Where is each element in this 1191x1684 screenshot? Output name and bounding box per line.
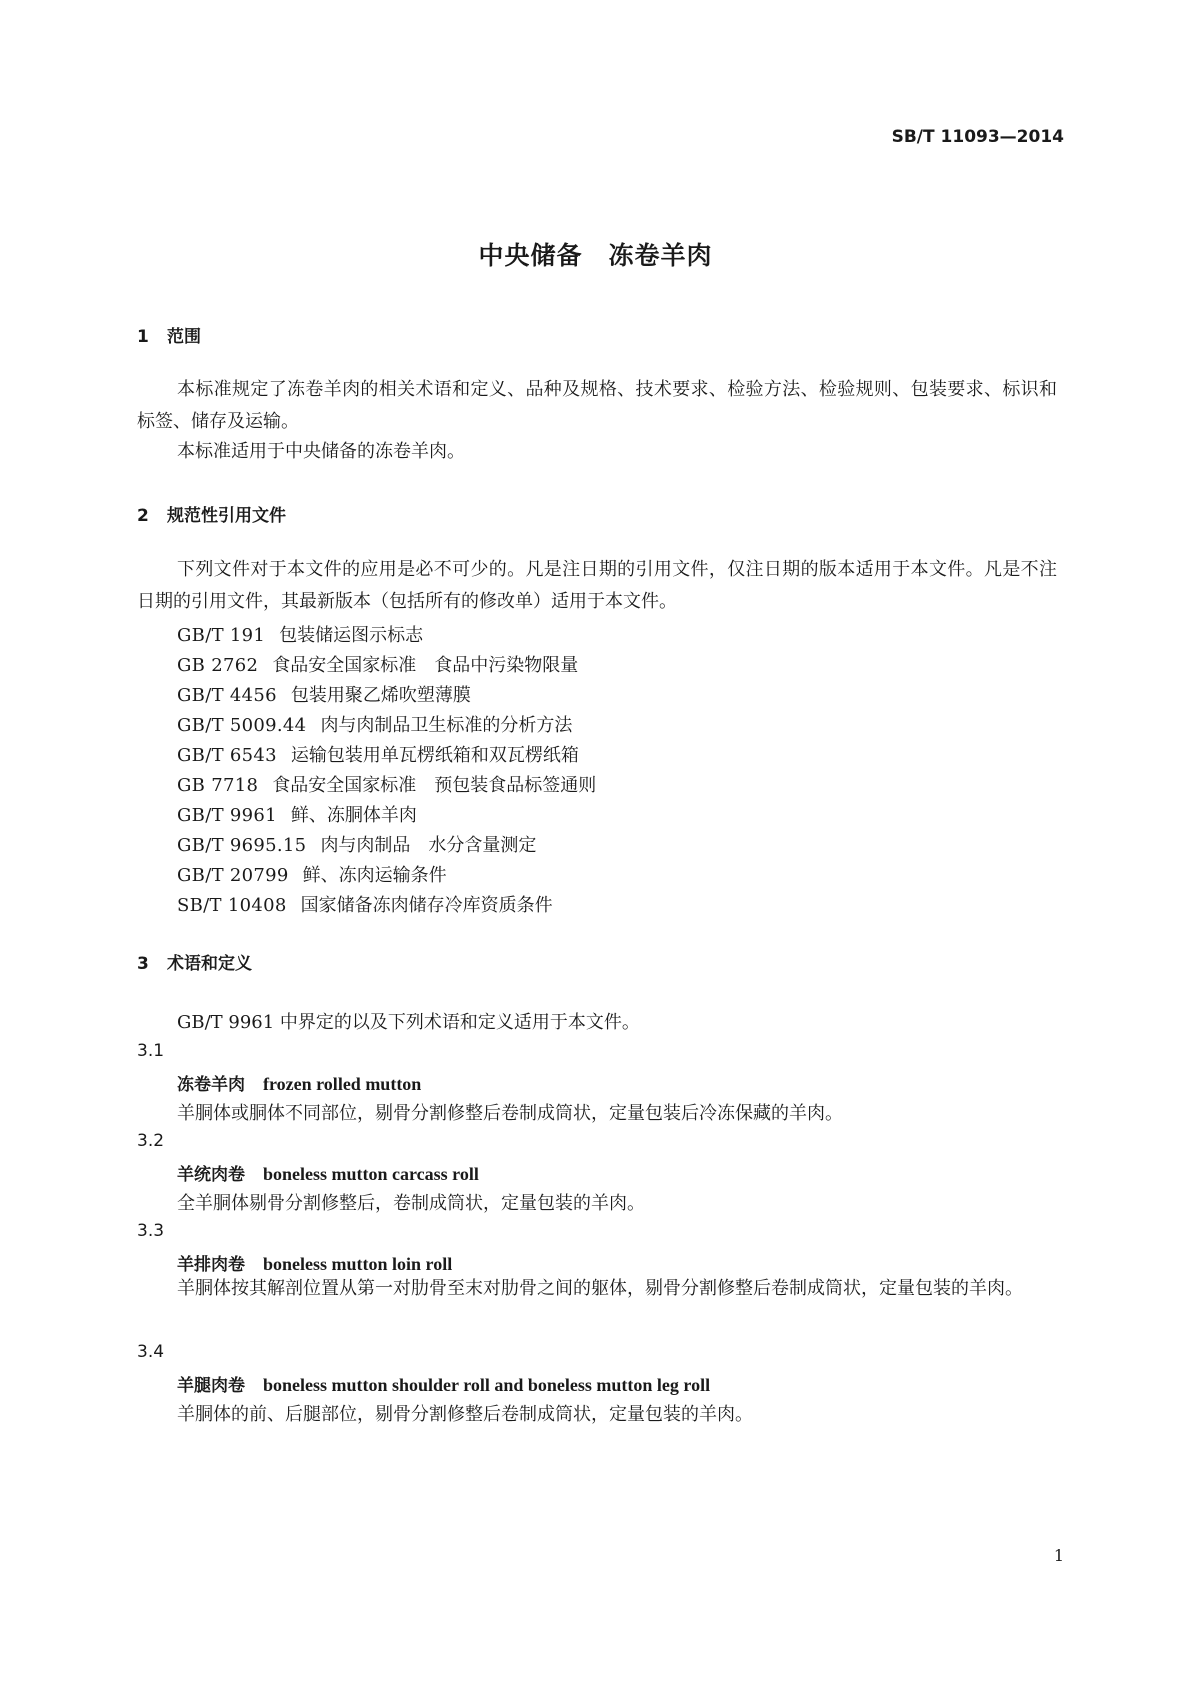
term-definition: 羊胴体或胴体不同部位，剔骨分割修整后卷制成筒状，定量包装后冷冻保藏的羊肉。 — [177, 1103, 843, 1124]
term-zh: 羊腿肉卷 — [177, 1376, 245, 1396]
reference-item — [177, 771, 596, 797]
term-en: boneless mutton shoulder roll and boneless mutton leg roll — [263, 1375, 711, 1395]
section-2-heading — [137, 501, 286, 526]
reference-code: GB/T 9695.15 — [177, 835, 307, 856]
reference-code: GB/T 20799 — [177, 865, 289, 886]
term-heading — [177, 1250, 452, 1275]
term-zh: 羊统肉卷 — [177, 1165, 245, 1185]
reference-code: GB 7718 — [177, 775, 259, 796]
reference-item — [177, 861, 447, 887]
page-number: 1 — [1053, 1546, 1064, 1565]
reference-title: 食品安全国家标准 食品中污染物限量 — [272, 655, 579, 676]
reference-title: 肉与肉制品 水分含量测定 — [320, 835, 537, 856]
section-3-intro: GB/T 9961 中界定的以及下列术语和定义适用于本文件。 — [177, 1012, 640, 1033]
section-title: 规范性引用文件 — [167, 506, 286, 526]
reference-item — [177, 621, 423, 647]
section-number: 1 — [137, 327, 149, 347]
reference-title: 运输包装用单瓦楞纸箱和双瓦楞纸箱 — [290, 745, 579, 766]
reference-title: 国家储备冻肉储存冷库资质条件 — [300, 895, 553, 916]
reference-title: 包装用聚乙烯吹塑薄膜 — [290, 685, 471, 706]
section-number: 3 — [137, 954, 149, 974]
reference-title: 肉与肉制品卫生标准的分析方法 — [320, 715, 573, 736]
reference-code: GB/T 4456 — [177, 685, 277, 706]
section-title: 术语和定义 — [167, 954, 252, 974]
term-en: boneless mutton loin roll — [263, 1254, 453, 1274]
term-number: 3.3 — [137, 1221, 165, 1241]
reference-item — [177, 801, 417, 827]
section-1-paragraph-2: 本标准适用于中央储备的冻卷羊肉。 — [177, 441, 465, 462]
term-en: boneless mutton carcass roll — [263, 1164, 479, 1184]
reference-code: GB/T 191 — [177, 625, 266, 646]
reference-code: GB 2762 — [177, 655, 259, 676]
section-1-paragraph-1: 本标准规定了冻卷羊肉的相关术语和定义、品种及规格、技术要求、检验方法、检验规则、包装要求、标识和标签、储存及运输。 — [137, 379, 1057, 432]
term-definition: 羊胴体的前、后腿部位，剔骨分割修整后卷制成筒状，定量包装的羊肉。 — [177, 1404, 753, 1425]
reference-code: GB/T 5009.44 — [177, 715, 307, 736]
reference-item — [177, 681, 471, 707]
reference-item — [177, 741, 579, 767]
term-zh: 羊排肉卷 — [177, 1255, 245, 1275]
term-number: 3.4 — [137, 1342, 165, 1362]
section-2-paragraph-1: 下列文件对于本文件的应用是必不可少的。凡是注日期的引用文件，仅注日期的版本适用于本文件。凡是不注日期的引用文件，其最新版本（包括所有的修改单）适用于本文件。 — [137, 559, 1057, 612]
term-definition: 羊胴体按其解剖位置从第一对肋骨至末对肋骨之间的躯体，剔骨分割修整后卷制成筒状，定量包装的羊肉。 — [177, 1278, 1023, 1299]
reference-item — [177, 891, 553, 917]
reference-item — [177, 831, 536, 857]
section-3-heading — [137, 949, 252, 974]
term-en: frozen rolled mutton — [263, 1074, 422, 1094]
term-heading — [177, 1160, 479, 1185]
reference-title: 鲜、冻胴体羊肉 — [290, 805, 417, 826]
reference-item — [177, 651, 578, 677]
term-definition: 全羊胴体剔骨分割修整后，卷制成筒状，定量包装的羊肉。 — [177, 1193, 645, 1214]
reference-item — [177, 711, 572, 737]
document-title: 中央储备 冻卷羊肉 — [478, 241, 713, 270]
term-heading — [177, 1070, 421, 1095]
reference-code: GB/T 9961 — [177, 805, 277, 826]
term-number: 3.1 — [137, 1041, 165, 1061]
reference-title: 鲜、冻肉运输条件 — [302, 865, 447, 886]
term-heading — [177, 1371, 710, 1396]
section-1-heading — [137, 322, 201, 347]
reference-code: SB/T 10408 — [177, 895, 287, 916]
reference-title: 包装储运图示标志 — [279, 625, 424, 646]
term-zh: 冻卷羊肉 — [177, 1075, 245, 1095]
reference-title: 食品安全国家标准 预包装食品标签通则 — [272, 775, 597, 796]
standard-code: SB/T 11093—2014 — [891, 127, 1064, 147]
term-number: 3.2 — [137, 1131, 165, 1151]
section-title: 范围 — [167, 327, 201, 347]
reference-code: GB/T 6543 — [177, 745, 277, 766]
section-number: 2 — [137, 506, 149, 526]
